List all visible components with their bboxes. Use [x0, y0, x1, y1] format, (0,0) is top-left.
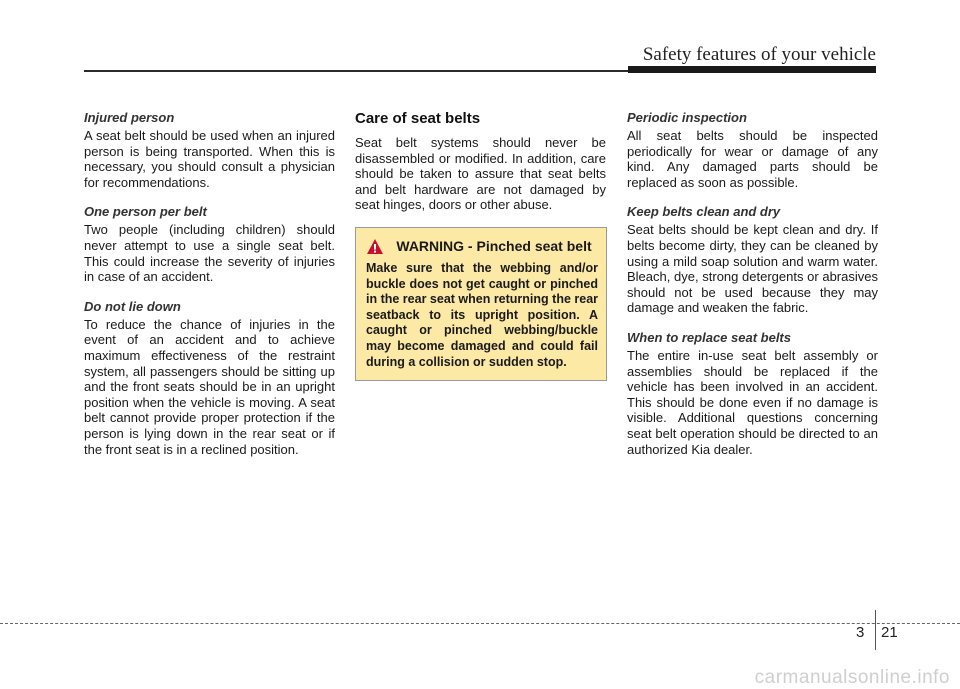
column-right — [627, 110, 878, 471]
section-text: The entire in-use seat belt assembly or assemblies should be replaced if the vehicle has been involved in an accident. This should be done even if no damage is visible. Additional questions concerning seat belt operation should be directed to an authorized Kia dealer. — [627, 347, 878, 457]
section-text: Seat belts should be kept clean and dry. If belts become dirty, they can be cleaned by using a mild soap solution and warm water. Bleach, dye, strong detergents or abrasives should not be used because they may damage and weaken the fabric. — [627, 222, 878, 316]
warning-box — [355, 227, 607, 381]
section-heading: Keep belts clean and dry — [627, 204, 781, 220]
warning-triangle-icon — [366, 238, 384, 255]
warning-text: Make sure that the webbing and/or buckle does not get caught or pinched in the rear seat when returning the rear seatback to its upright position. A caught or pinched webbing/buckle may become damaged and could fail during a collision or sudden stop. — [366, 260, 599, 369]
section-heading: One person per belt — [84, 204, 207, 220]
section-text: All seat belts should be inspected periodically for wear or damage of any kind. Any damaged parts should be replaced as soon as possible. — [627, 128, 878, 190]
column-middle — [355, 110, 606, 381]
section-text: Two people (including children) should never attempt to use a single seat belt. This could increase the severity of injuries in case of an accident. — [84, 222, 335, 285]
section-text: To reduce the chance of injuries in the event of an accident and to achieve maximum effectiveness of the restraint system, all passengers should be sitting up and the front seats should be in an upright position when the vehicle is moving. A seat belt cannot provide proper protection if the person is lying down in the rear seat or if the front seat is in a reclined position. — [84, 316, 335, 457]
section-title: Care of seat belts — [355, 110, 481, 127]
footer-rule — [0, 623, 960, 624]
header-rule-accent — [628, 66, 876, 73]
page-number: 21 — [881, 624, 898, 641]
section-text: A seat belt should be used when an injured person is being transported. When this is necessary, you should consult a physician for recommendations. — [84, 128, 335, 190]
section-text: Seat belt systems should never be disassembled or modified. In addition, care should be taken to assure that seat belts and belt hardware are not damaged by seat hinges, doors or other abuse. — [355, 135, 606, 213]
warning-header — [366, 238, 598, 255]
section-heading: When to replace seat belts — [627, 329, 791, 345]
watermark: carmanualsonline.info — [754, 667, 950, 688]
section-heading: Periodic inspection — [627, 110, 747, 125]
footer-divider — [875, 610, 876, 650]
section-heading: Injured person — [84, 110, 175, 125]
page-header-title: Safety features of your vehicle — [642, 44, 876, 65]
column-left — [84, 110, 335, 471]
warning-title: WARNING - Pinched seat belt — [396, 237, 592, 254]
chapter-number: 3 — [856, 624, 865, 641]
section-heading: Do not lie down — [84, 298, 181, 314]
